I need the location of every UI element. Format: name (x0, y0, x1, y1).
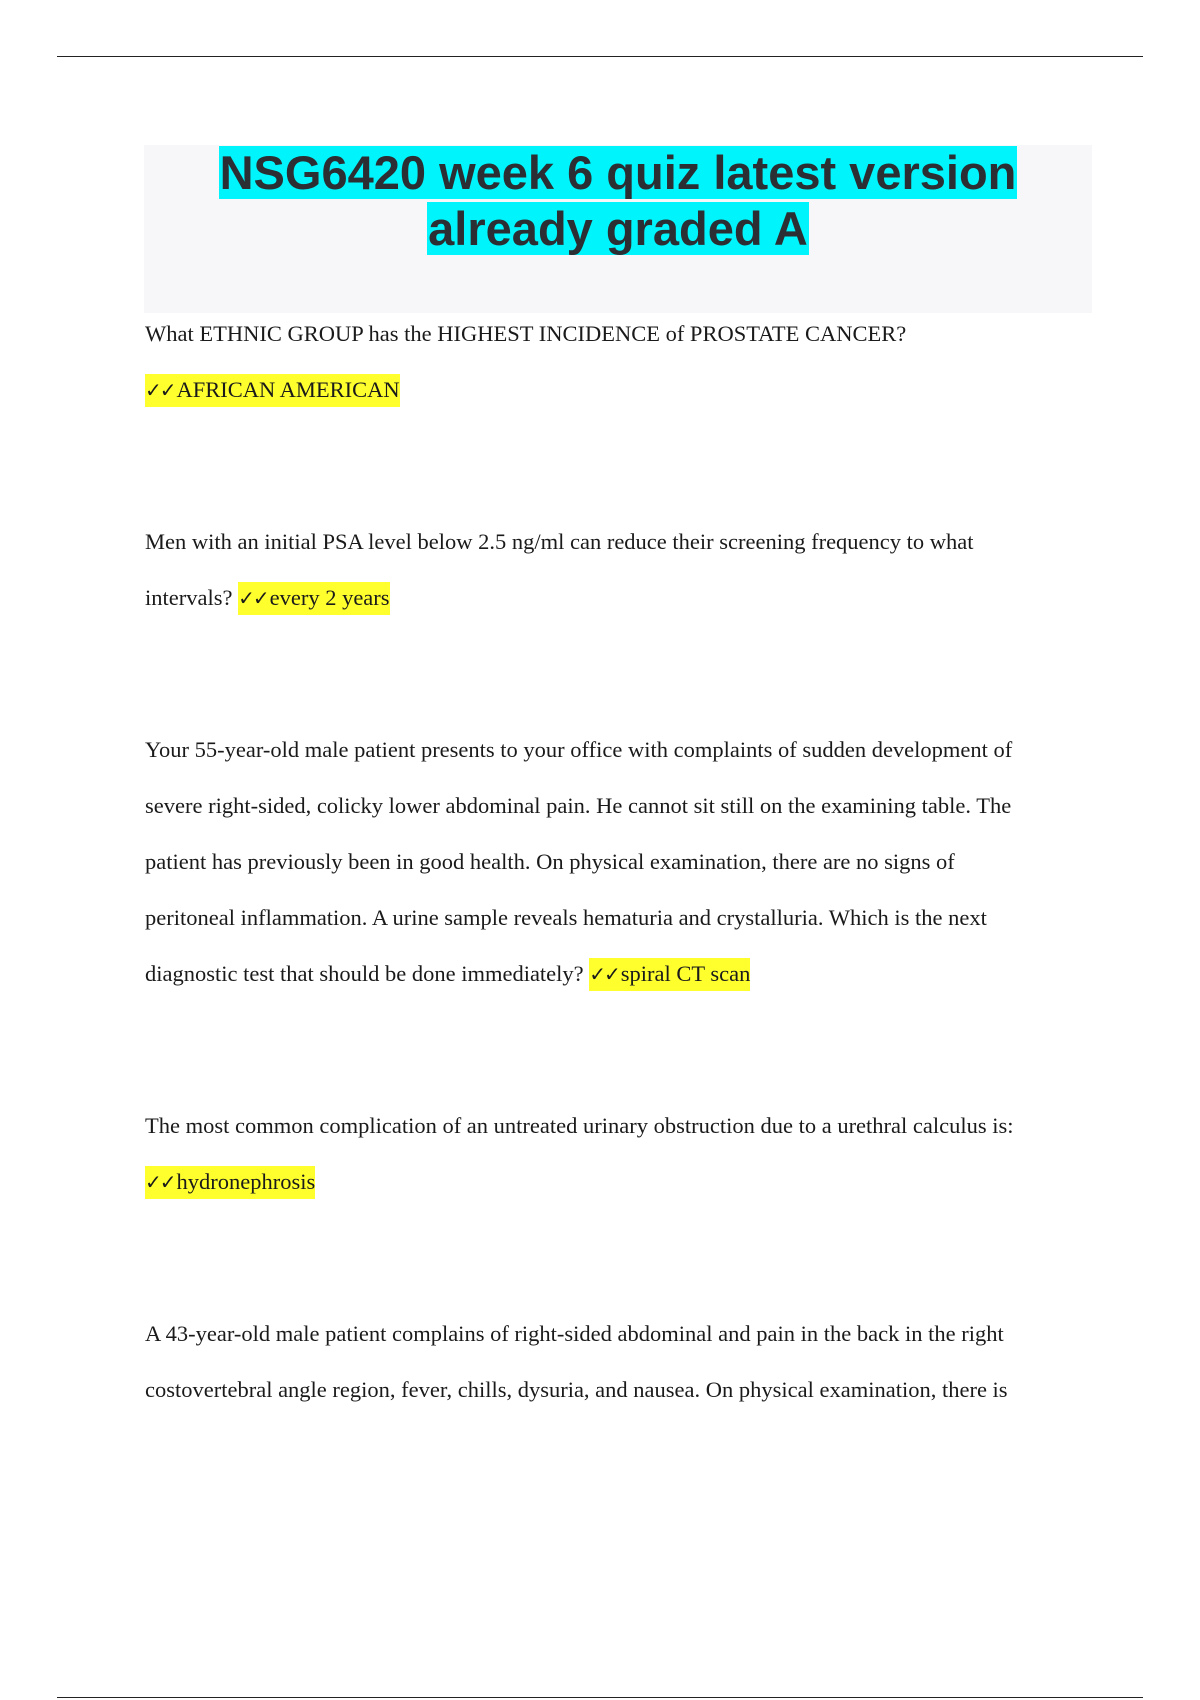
title-line-2: already graded A (428, 202, 808, 255)
footer-rule (57, 1697, 1143, 1698)
question-text: Your 55-year-old male patient presents to your office with complaints of sudden development of (145, 737, 1013, 762)
answer-text: hydronephrosis (176, 1169, 316, 1194)
answer-highlight (589, 958, 750, 991)
question-text: intervals? (145, 585, 233, 610)
document-title (144, 145, 1092, 257)
qa-item-3 (145, 722, 1095, 1002)
answer-text: every 2 years (269, 585, 390, 610)
question-text: peritoneal inflammation. A urine sample reveals hematuria and crystalluria. Which is the next (145, 905, 987, 930)
header-rule (57, 56, 1143, 57)
check-mark-icon: ✓✓ (238, 586, 268, 610)
answer-highlight (238, 582, 389, 615)
qa-item-4 (145, 1098, 1095, 1210)
question-text: The most common complication of an untreated urinary obstruction due to a urethral calculus is: (145, 1113, 1014, 1138)
check-mark-icon: ✓✓ (589, 962, 619, 986)
check-mark-icon: ✓✓ (145, 1170, 175, 1194)
answer-text: AFRICAN AMERICAN (176, 377, 400, 402)
title-block (144, 145, 1092, 313)
qa-item-5 (145, 1306, 1095, 1418)
question-text: A 43-year-old male patient complains of right-sided abdominal and pain in the back in the right (145, 1321, 1004, 1346)
title-line-1: NSG6420 week 6 quiz latest version (219, 146, 1017, 199)
question-text: What ETHNIC GROUP has the HIGHEST INCIDENCE of PROSTATE CANCER? (145, 321, 907, 346)
document-body (145, 306, 1095, 1418)
question-text: severe right-sided, colicky lower abdominal pain. He cannot sit still on the examining table. The (145, 793, 1012, 818)
question-text: patient has previously been in good health. On physical examination, there are no signs of (145, 849, 955, 874)
qa-item-1 (145, 306, 1095, 418)
answer-highlight (145, 374, 400, 407)
check-mark-icon: ✓✓ (145, 378, 175, 402)
answer-highlight (145, 1166, 315, 1199)
question-text: diagnostic test that should be done immediately? (145, 961, 584, 986)
qa-item-2 (145, 514, 1095, 626)
question-text: Men with an initial PSA level below 2.5 ng/ml can reduce their screening frequency to what (145, 529, 974, 554)
question-text: costovertebral angle region, fever, chills, dysuria, and nausea. On physical examination, there is (145, 1377, 1008, 1402)
answer-text: spiral CT scan (620, 961, 751, 986)
